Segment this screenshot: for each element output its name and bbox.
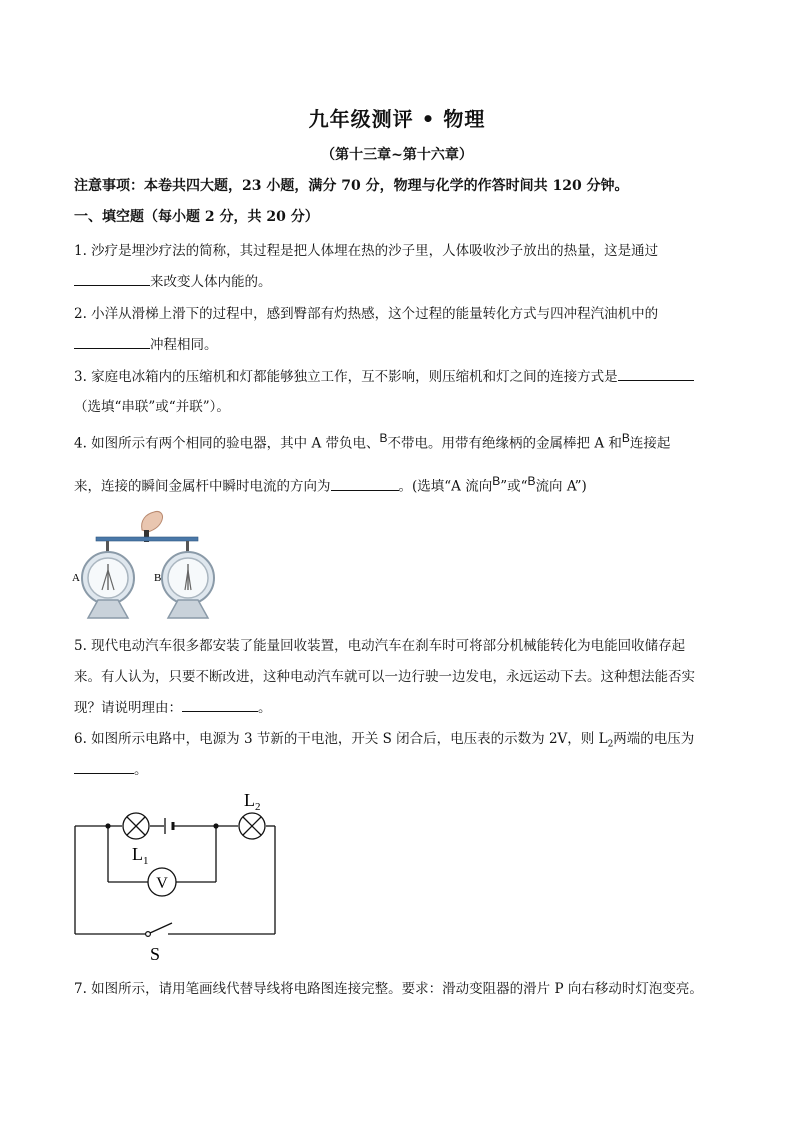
electroscope-label-b: B (154, 572, 162, 584)
label-l1: $L_1$ (132, 844, 149, 867)
q4-line1 (74, 431, 734, 452)
q4-text-d: 来，连接的瞬间金属杆中瞬时电流的方向为 (74, 478, 331, 495)
answer-blank[interactable] (74, 759, 134, 774)
q6-text-b: 两端的电压为 (613, 731, 695, 747)
q4-text-e: 。(选填“A 流向 (398, 478, 493, 495)
answer-blank[interactable] (618, 366, 694, 381)
q3-line2: （选填“串联”或“并联”）。 (74, 399, 230, 415)
q4-label-b: B (379, 431, 388, 445)
q4-label-b: B (527, 474, 536, 488)
q4-label-b: B (492, 474, 501, 488)
q5-line3-text: 现？请说明理由： (74, 700, 182, 716)
q2-line1: 2. 小洋从滑梯上滑下的过程中，感到臀部有灼热感，这个过程的能量转化方式与四冲程汽油机中的 (74, 306, 659, 322)
q1-line2-text: 来改变人体内能的。 (150, 274, 272, 290)
notice-text: 注意事项：本卷共四大题，23 小题，满分 70 分，物理与化学的作答时间共 120 分钟。 (74, 178, 629, 194)
junction-dot (213, 823, 218, 828)
q4-text-c: 连接起 (629, 435, 671, 452)
voltmeter-icon (148, 868, 176, 896)
q2-line2 (74, 333, 734, 353)
q5-line1: 5. 现代电动汽车很多都安装了能量回收装置，电动汽车在刹车时可将部分机械能转化为电能回收储存起 (74, 638, 686, 654)
section-heading: 一、填空题（每小题 2 分，共 20 分） (74, 209, 319, 225)
hand-icon (142, 511, 163, 532)
q5-line3 (74, 696, 734, 716)
answer-blank[interactable] (74, 271, 150, 286)
page-subtitle: （第十三章~第十六章） (321, 147, 473, 163)
q5-line2: 来。有人认为，只要不断改进，这种电动汽车就可以一边行驶一边发电，永远运动下去。这种想法能否实 (74, 669, 695, 685)
electroscope-figure (68, 508, 228, 620)
q1-line1: 1. 沙疗是埋沙疗法的简称，其过程是把人体埋在热的沙子里，人体吸收沙子放出的热量，这是通过 (74, 243, 659, 259)
electroscope-a (82, 541, 134, 618)
voltmeter-label: V (156, 875, 168, 892)
q4-label-b: B (621, 431, 630, 445)
q6-line2-end: 。 (134, 762, 148, 778)
q4-text-f: ”或“ (500, 478, 528, 495)
q2-line2-text: 冲程相同。 (150, 337, 218, 353)
q3-line1-text: 3. 家庭电冰箱内的压缩机和灯都能够独立工作，互不影响，则压缩机和灯之间的连接方式是 (74, 369, 618, 385)
page-title: 九年级测评 • 物理 (308, 107, 486, 131)
label-switch: S (150, 944, 161, 964)
label-l2: $L_2$ (244, 790, 261, 813)
q6-subscript: 2 (607, 739, 614, 750)
q4-text-g: 流向 A”) (535, 478, 587, 495)
q6-line1 (74, 727, 734, 750)
answer-blank[interactable] (182, 697, 258, 712)
q7-line1: 7. 如图所示，请用笔画线代替导线将电路图连接完整。要求：滑动变阻器的滑片 P 向右移动时灯泡变亮。 (74, 981, 703, 997)
junction-dot (105, 823, 110, 828)
lamp-l2-icon (239, 813, 265, 839)
q4-text-b: 不带电。用带有绝缘柄的金属棒把 A 和 (387, 435, 622, 452)
q1-line2 (74, 270, 734, 290)
q5-line3-end: 。 (258, 700, 272, 716)
q6-line2 (74, 758, 734, 778)
electroscope-b (162, 541, 214, 618)
electroscope-label-a: A (72, 572, 80, 584)
q4-text-a: 4. 如图所示有两个相同的验电器，其中 A 带负电、 (74, 435, 380, 452)
circuit-diagram (68, 784, 284, 964)
metal-rod (96, 537, 198, 541)
q3-line1 (74, 365, 734, 385)
lamp-l1-icon (123, 813, 149, 839)
q4-line2 (74, 474, 734, 495)
q6-text-a: 6. 如图所示电路中，电源为 3 节新的干电池，开关 S 闭合后，电压表的示数为 2V，则 L (74, 731, 608, 747)
answer-blank[interactable] (331, 476, 399, 491)
answer-blank[interactable] (74, 334, 150, 349)
